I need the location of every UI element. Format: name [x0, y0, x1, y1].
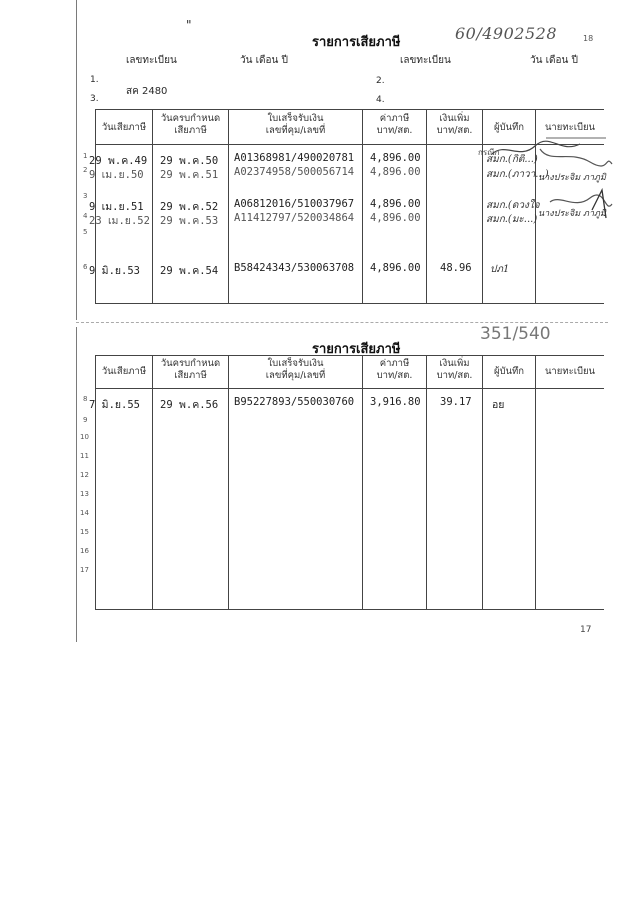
bottom-col-line — [482, 355, 483, 609]
due-date: 29 พ.ค.53 — [160, 215, 219, 227]
top-col-line — [426, 109, 427, 303]
bottom-header-registrar: นายทะเบียน — [544, 366, 596, 377]
top-header-due-date: วันครบกำหนด เสียภาษี — [160, 113, 221, 136]
tax-amount: 3,916.80 — [370, 396, 421, 408]
recorder-note: กรณีก — [478, 148, 500, 157]
tax-amount: 4,896.00 — [370, 262, 421, 274]
row-number: 2 — [83, 166, 88, 174]
bottom-col-line — [426, 355, 427, 609]
top-table-top-border — [95, 109, 604, 110]
due-date: 29 พ.ค.56 — [160, 399, 219, 411]
top-col-line — [362, 109, 363, 303]
scan-mark: " — [186, 18, 192, 32]
top-table-bottom-border — [95, 303, 604, 304]
bottom-col-line — [95, 355, 96, 609]
entry-number-4: 4. — [376, 95, 385, 105]
row-number: 14 — [80, 509, 89, 517]
bottom-table-top-border — [95, 355, 604, 356]
bottom-header-recorder: ผู้บันทึก — [493, 366, 525, 377]
row-number: 12 — [80, 471, 89, 479]
bottom-col-line — [362, 355, 363, 609]
recorder-name: สมก.(ดวงใจ — [486, 200, 540, 211]
row-number: 3 — [83, 192, 88, 200]
paid-date: 9 เม.ย.50 — [89, 169, 144, 181]
bottom-header-receipt: ใบเสร็จรับเงิน เลขที่คุม/เลขที่ — [265, 358, 326, 381]
top-header-tax: ค่าภาษี บาท/สต. — [376, 113, 413, 136]
page-number: 17 — [580, 625, 592, 635]
paid-date: 23 เม.ย.52 — [89, 215, 150, 227]
due-date: 29 พ.ค.54 — [160, 265, 219, 277]
row-number: 1 — [83, 152, 88, 160]
recorder-name: อย — [492, 399, 505, 411]
recorder-name: สมก.(ภาวา...) — [486, 169, 549, 180]
due-date: 29 พ.ค.50 — [160, 155, 219, 167]
tax-amount: 4,896.00 — [370, 198, 421, 210]
tax-amount: 4,896.00 — [370, 212, 421, 224]
bottom-header-surcharge: เงินเพิ่ม บาท/สต. — [436, 358, 473, 381]
head-label-reg-1: เลขทะเบียน — [126, 55, 177, 66]
recorder-name: สมก.(กิติ...) — [486, 154, 538, 165]
handwritten-number: 60/4902528 — [455, 24, 558, 43]
surcharge-amount: 39.17 — [440, 396, 472, 408]
recorder-name: ปภ1 — [490, 264, 510, 275]
paid-date: 9 มิ.ย.53 — [89, 265, 141, 277]
entry-number-3: 3. — [90, 94, 99, 104]
tax-amount: 4,896.00 — [370, 152, 421, 164]
bottom-title: รายการเสียภาษี — [312, 342, 401, 357]
row-number: 15 — [80, 528, 89, 536]
row-number: 4 — [83, 212, 88, 220]
receipt-number: B58424343/530063708 — [234, 262, 355, 274]
corner-page-number: 18 — [583, 34, 594, 43]
head-label-date-1: วัน เดือน ปี — [240, 55, 288, 66]
row-number: 13 — [80, 490, 89, 498]
row-number: 6 — [83, 263, 88, 271]
bottom-header-due-date: วันครบกำหนด เสียภาษี — [160, 358, 221, 381]
entry-number-1: 1. — [90, 75, 99, 85]
due-date: 29 พ.ค.52 — [160, 201, 219, 213]
surcharge-amount: 48.96 — [440, 262, 472, 274]
row-number: 11 — [80, 452, 89, 460]
top-header-receipt: ใบเสร็จรับเงิน เลขที่คุม/เลขที่ — [265, 113, 326, 136]
paid-date: 9 เม.ย.51 — [89, 201, 144, 213]
top-col-line — [228, 109, 229, 303]
row-number: 16 — [80, 547, 89, 555]
receipt-number: A06812016/510037967 — [234, 198, 355, 210]
top-title: รายการเสียภาษี — [312, 35, 401, 50]
recorder-name: สมก.(มะ...) — [486, 214, 538, 225]
receipt-number: B95227893/550030760 — [234, 396, 355, 408]
bottom-col-line — [535, 355, 536, 609]
top-header-surcharge: เงินเพิ่ม บาท/สต. — [436, 113, 473, 136]
top-col-line — [152, 109, 153, 303]
bottom-header-tax: ค่าภาษี บาท/สต. — [376, 358, 413, 381]
receipt-number: A01368981/490020781 — [234, 152, 355, 164]
receipt-number: A02374958/500056714 — [234, 166, 355, 178]
bottom-header-number: 351/540 — [480, 324, 551, 344]
paid-date: 29 พ.ค.49 — [89, 155, 148, 167]
paid-date: 7 มิ.ย.55 — [89, 399, 141, 411]
row-number: 8 — [83, 395, 88, 403]
row-number: 10 — [80, 433, 89, 441]
signature-scribbles — [480, 124, 620, 234]
row-number: 17 — [80, 566, 89, 574]
top-header-recorder: ผู้บันทึก — [493, 122, 525, 133]
head-label-reg-2: เลขทะเบียน — [400, 55, 451, 66]
tax-amount: 4,896.00 — [370, 166, 421, 178]
head-label-date-2: วัน เดือน ปี — [530, 55, 578, 66]
row-number: 9 — [83, 416, 88, 424]
top-header-paid-date: วันเสียภาษี — [101, 122, 147, 133]
due-date: 29 พ.ค.51 — [160, 169, 219, 181]
bottom-col-line — [152, 355, 153, 609]
bottom-table-bottom-border — [95, 609, 604, 610]
registrar-name: นางประจิม ภาภูมิ — [538, 173, 606, 183]
registrar-name: นางประจิม ภาภูมิ — [538, 209, 606, 219]
bottom-col-line — [228, 355, 229, 609]
entry-number-2: 2. — [376, 76, 385, 86]
license-plate: สค 2480 — [126, 86, 168, 97]
bottom-header-paid-date: วันเสียภาษี — [101, 366, 147, 377]
bottom-table-header-border — [95, 388, 604, 389]
top-header-registrar: นายทะเบียน — [544, 122, 596, 133]
receipt-number: A11412797/520034864 — [234, 212, 355, 224]
row-number: 5 — [83, 228, 88, 236]
